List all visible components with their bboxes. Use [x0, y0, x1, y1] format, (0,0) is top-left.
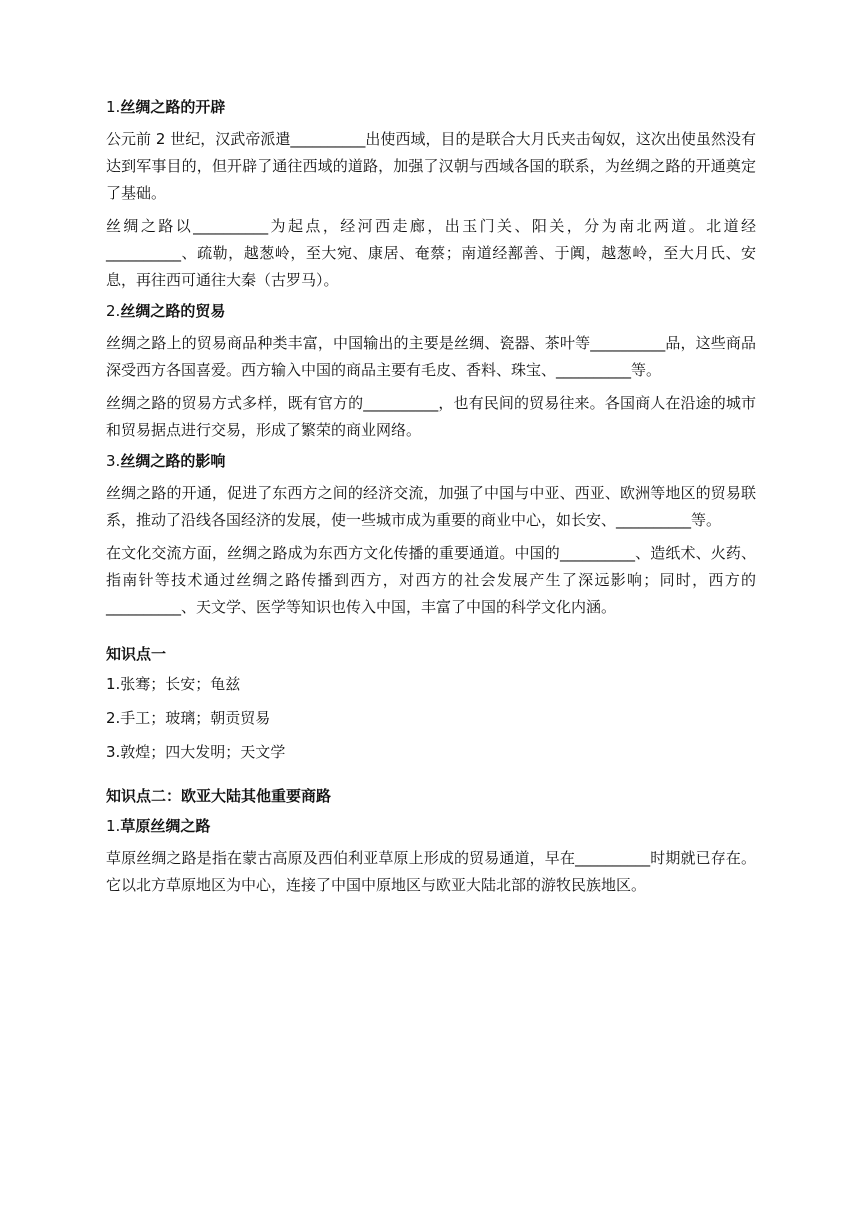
document-page: [106, 96, 756, 905]
section4-title: 知识点二：欧亚大陆其他重要商路: [106, 787, 332, 805]
section4-paragraph-1: 草原丝绸之路是指在蒙古高原及西伯利亚草原上形成的贸易通道，早在__________时期就已存在。它以北方草原地区为中心，连接了中国中原地区与欧亚大陆北部的游牧民族地区。: [106, 849, 756, 894]
section3-heading: [106, 450, 756, 472]
section1-heading: [106, 96, 756, 118]
section2-heading-text: 丝绸之路的贸易: [120, 302, 226, 320]
section3-heading-text: 丝绸之路的影响: [120, 452, 226, 470]
section2-paragraph-1: 丝绸之路上的贸易商品种类丰富，中国输出的主要是丝绸、瓷器、茶叶等__________品，这些商品深受西方各国喜爱。西方输入中国的商品主要有毛皮、香料、珠宝、__________等。: [106, 334, 756, 379]
section3-heading-number: 3.: [106, 452, 121, 470]
section1-paragraph-1: 公元前 2 世纪，汉武帝派遣__________出使西域，目的是联合大月氏夹击匈奴，这次出使虽然没有达到军事目的，但开辟了通往西域的道路，加强了汉朝与西域各国的联系，为丝绸之路的开通奠定了基础。: [106, 130, 756, 202]
section4-heading-text: 草原丝绸之路: [120, 817, 211, 835]
answer-item-3: 3.敦煌；四大发明；天文学: [106, 743, 286, 761]
section4-heading-number: 1.: [106, 817, 121, 835]
section4-heading: [106, 815, 756, 837]
section2-heading-number: 2.: [106, 302, 121, 320]
section1-heading-number: 1.: [106, 98, 121, 116]
answers-title: 知识点一: [106, 645, 167, 663]
answer-item-1: 1.张骞；长安；龟兹: [106, 675, 241, 693]
section2-heading: [106, 300, 756, 322]
section1-paragraph-2: 丝绸之路以__________为起点，经河西走廊，出玉门关、阳关，分为南北两道。北道经__________、疏勒，越葱岭，至大宛、康居、奄蔡；南道经鄯善、于阗，越葱岭，至大月氏、安息，再往西可通往大秦（古罗马）。: [106, 217, 756, 289]
section3-paragraph-1: 丝绸之路的开通，促进了东西方之间的经济交流，加强了中国与中亚、西亚、欧洲等地区的贸易联系，推动了沿线各国经济的发展，使一些城市成为重要的商业中心，如长安、__________等。: [106, 484, 756, 529]
section2-paragraph-2: 丝绸之路的贸易方式多样，既有官方的__________，也有民间的贸易往来。各国商人在沿途的城市和贸易据点进行交易，形成了繁荣的商业网络。: [106, 394, 756, 439]
answer-item-2: 2.手工；玻璃；朝贡贸易: [106, 709, 271, 727]
section3-paragraph-2: 在文化交流方面，丝绸之路成为东西方文化传播的重要通道。中国的__________、造纸术、火药、指南针等技术通过丝绸之路传播到西方，对西方的社会发展产生了深远影响；同时，西方的__________、天文学、医学等知识也传入中国，丰富了中国的科学文化内涵。: [106, 544, 756, 616]
section1-heading-text: 丝绸之路的开辟: [120, 98, 226, 116]
